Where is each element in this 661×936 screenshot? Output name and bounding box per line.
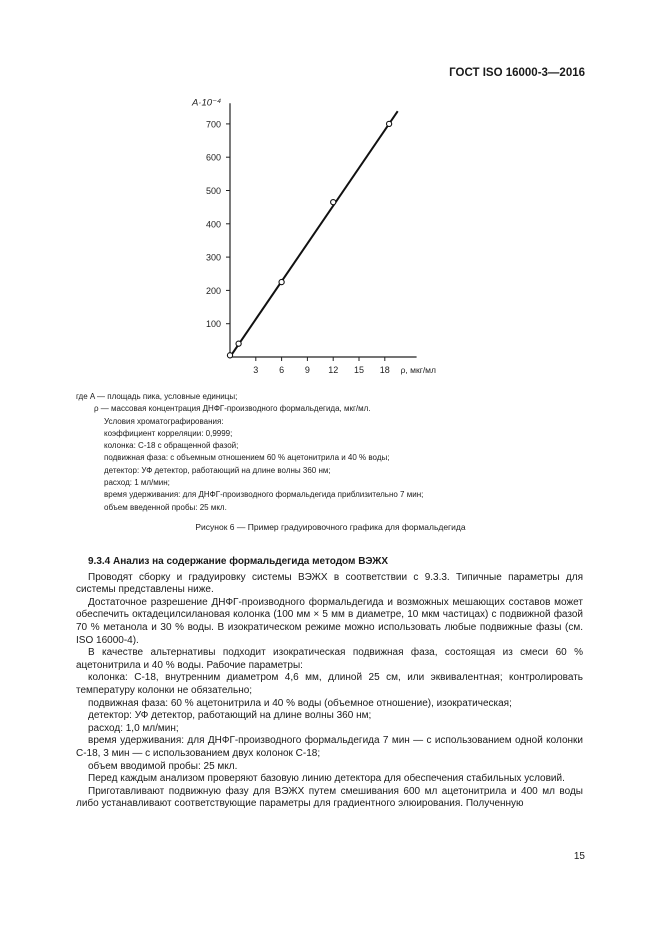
- x-tick-label: 18: [379, 365, 390, 375]
- paragraph: колонка: С-18, внутренним диаметром 4,6 мм, длиной 25 см, или эквивалентная; контролировать температуру колонки не обязательно;: [76, 672, 583, 696]
- x-tick-label: 9: [304, 365, 310, 375]
- paragraph: Перед каждым анализом проверяют базовую линию детектора для обеспечения стабильных условий.: [88, 773, 565, 785]
- figure-legend: [76, 391, 576, 514]
- y-tick-label: 300: [205, 252, 221, 263]
- paragraph: Достаточное разрешение ДНФГ-производного формальдегида и возможных мешающих составов может обеспечить октадецилсилановая колонка (100 мм × 5 мм в диаметре, 10 мкм частицах) с подвижной фазой 70 % метанола и 30 % воды. В изократическом режиме можно использовать любые подвижные фазы (см. ISO 16000-4).: [76, 596, 583, 646]
- section-body: [76, 556, 583, 811]
- legend-condition: коэффициент корреляции: 0,9999;: [104, 428, 233, 438]
- y-tick-label: 100: [205, 319, 221, 330]
- paragraph: объем вводимой пробы: 25 мкл.: [88, 760, 238, 772]
- page-number: 15: [573, 851, 585, 862]
- data-point: [227, 353, 232, 358]
- legend-conditions-title: Условия хроматографирования:: [104, 416, 224, 426]
- paragraph: Приготавливают подвижную фазу для ВЭЖХ путем смешивания 600 мл ацетонитрила и 400 мл воды либо устанавливают соответствующие параметры для градиентного элюирования. Полученную: [76, 785, 583, 810]
- y-tick-label: 400: [205, 219, 221, 230]
- figure-caption: Рисунок 6 — Пример градуировочного графика для формальдегида: [195, 522, 466, 532]
- y-axis-label: A·10⁻⁴: [192, 97, 222, 109]
- data-point: [331, 200, 336, 205]
- legend-condition: колонка: С-18 с обращенной фазой;: [104, 441, 239, 451]
- paragraph: время удерживания: для ДНФГ-производного формальдегида 7 мин — с использованием одной колонки С-18, 3 мин — с использованием двух колонок С-18;: [76, 735, 583, 759]
- legend-condition: подвижная фаза: с объемным отношением 60 % ацетонитрила и 40 % воды;: [104, 453, 390, 463]
- paragraph: подвижная фаза: 60 % ацетонитрила и 40 % воды (объемное отношение), изократическая;: [88, 697, 512, 709]
- data-point: [279, 279, 284, 284]
- section-heading: 9.3.4 Анализ на содержание формальдегида методом ВЭЖХ: [88, 556, 388, 567]
- y-tick-label: 200: [205, 285, 221, 296]
- y-tick-label: 600: [205, 152, 221, 163]
- x-tick-label: 3: [253, 365, 259, 375]
- x-axis-label: ρ, мкг/мл: [400, 365, 436, 375]
- legend-rho-definition: ρ — массовая концентрация ДНФГ-производного формальдегида, мкг/мл.: [94, 404, 371, 414]
- paragraph: детектор: УФ детектор, работающий на длине волны 360 нм;: [88, 710, 372, 722]
- paragraph: Проводят сборку и градуировку системы ВЭЖХ в соответствии с 9.3.3. Типичные параметры для системы представлены ниже.: [76, 571, 583, 596]
- calibration-line: [230, 111, 398, 357]
- y-tick-label: 700: [205, 119, 221, 130]
- x-tick-label: 15: [353, 365, 365, 375]
- paragraph: расход: 1,0 мл/мин;: [88, 722, 179, 734]
- data-point: [387, 121, 392, 126]
- document-header: ГОСТ ISO 16000-3—2016: [449, 67, 585, 79]
- data-point: [236, 341, 241, 346]
- legend-condition: расход: 1 мл/мин;: [104, 478, 170, 488]
- legend-condition: детектор: УФ детектор, работающий на длине волны 360 нм;: [104, 465, 331, 475]
- y-tick-label: 500: [205, 186, 221, 196]
- legend-condition: объем введенной пробы: 25 мкл.: [104, 502, 227, 512]
- paragraph: В качестве альтернативы подходит изократическая подвижная фаза, состоящая из смеси 60 % ацетонитрила и 40 % воды. Рабочие параметры:: [76, 647, 583, 671]
- x-tick-label: 12: [328, 365, 339, 375]
- legend-a-definition: где A — площадь пика, условные единицы;: [76, 392, 238, 401]
- calibration-chart: [0, 0, 661, 390]
- legend-condition: время удерживания: для ДНФГ-производного формальдегида приблизительно 7 мин;: [104, 490, 424, 500]
- x-tick-label: 6: [279, 365, 285, 375]
